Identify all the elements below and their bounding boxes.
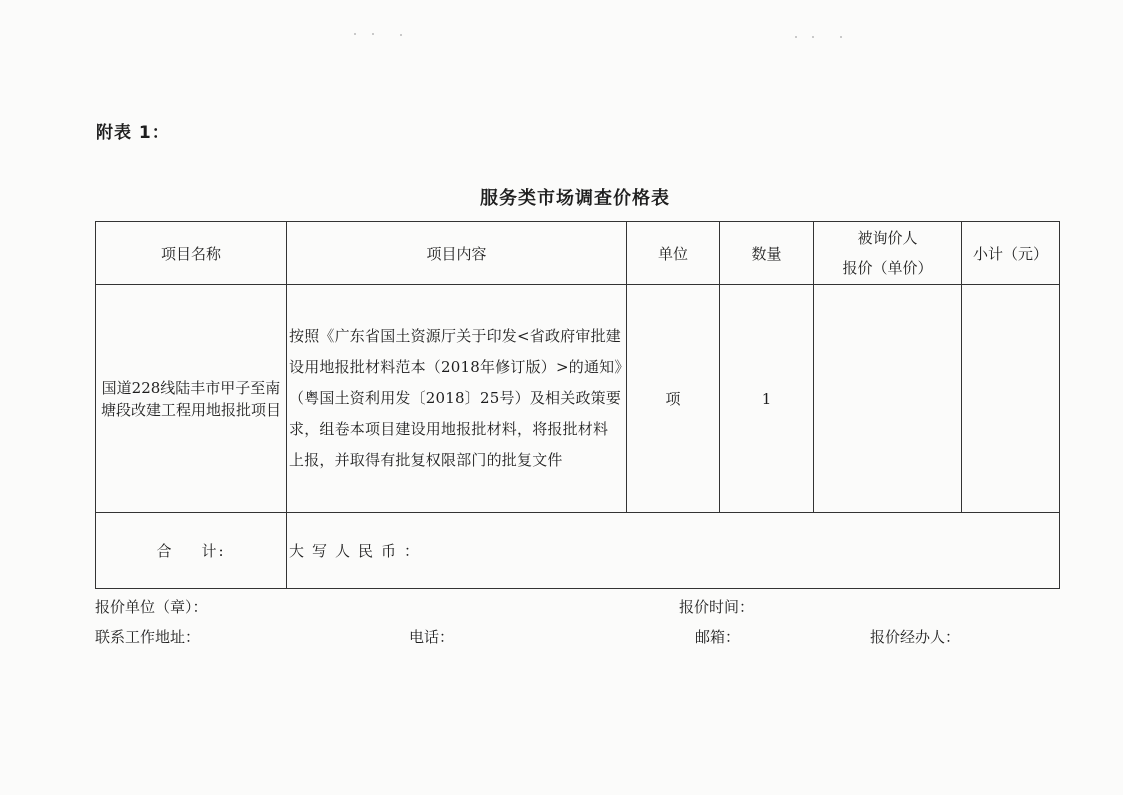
table-header-row: [96, 222, 1060, 285]
content-line: 上报，并取得有批复权限部门的批复文件: [289, 451, 563, 469]
total-label-part2: 计:: [201, 542, 226, 560]
header-project-content: 项目内容: [287, 222, 627, 285]
table-row: [96, 285, 1060, 513]
cell-project-content: [287, 285, 630, 513]
scan-speck: [354, 33, 356, 35]
postcode-label: 邮箱：: [695, 628, 741, 646]
header-subtotal: 小计（元）: [962, 222, 1060, 285]
content-line: 设用地报批材料范本（2018年修订版）>的通知》: [289, 358, 630, 376]
cell-project-name: 国道228线陆丰市甲子至南塘段改建工程用地报批项目: [96, 285, 287, 513]
scan-speck: [812, 36, 814, 38]
header-quoter: [814, 222, 962, 285]
header-project-name: 项目名称: [96, 222, 287, 285]
handler-label: 报价经办人：: [870, 628, 961, 646]
header-unit: 单位: [627, 222, 720, 285]
total-label: [96, 513, 287, 589]
cell-quote: [814, 285, 962, 513]
quote-unit-label: 报价单位（章）：: [95, 598, 208, 616]
price-survey-table: [95, 221, 1060, 589]
cell-unit: 项: [627, 285, 720, 513]
content-line: （粤国土资利用发〔2018〕25号）及相关政策要: [289, 389, 622, 407]
header-quoter-line1: 被询价人: [857, 229, 918, 247]
header-quantity: 数量: [720, 222, 814, 285]
scan-specks: [350, 30, 850, 42]
total-row: [96, 513, 1060, 589]
page-title: 服务类市场调查价格表: [480, 188, 670, 209]
address-label: 联系工作地址：: [95, 628, 201, 646]
total-amount-in-words: 大写人民币：: [287, 513, 1060, 589]
content-line: 求，组卷本项目建设用地报批材料，将报批材料: [289, 420, 609, 438]
header-quoter-line2: 报价（单价）: [842, 259, 933, 277]
phone-label: 电话：: [409, 628, 455, 646]
scan-speck: [372, 33, 374, 35]
quote-time-label: 报价时间：: [679, 598, 755, 616]
content-line: 按照《广东省国土资源厅关于印发<省政府审批建: [289, 327, 621, 345]
cell-quantity: 1: [720, 285, 814, 513]
scan-speck: [400, 34, 402, 36]
total-label-part1: 合: [156, 542, 174, 560]
scan-speck: [795, 36, 797, 38]
scan-speck: [840, 36, 842, 38]
cell-subtotal: [962, 285, 1060, 513]
appendix-label: 附表 1：: [96, 123, 170, 143]
